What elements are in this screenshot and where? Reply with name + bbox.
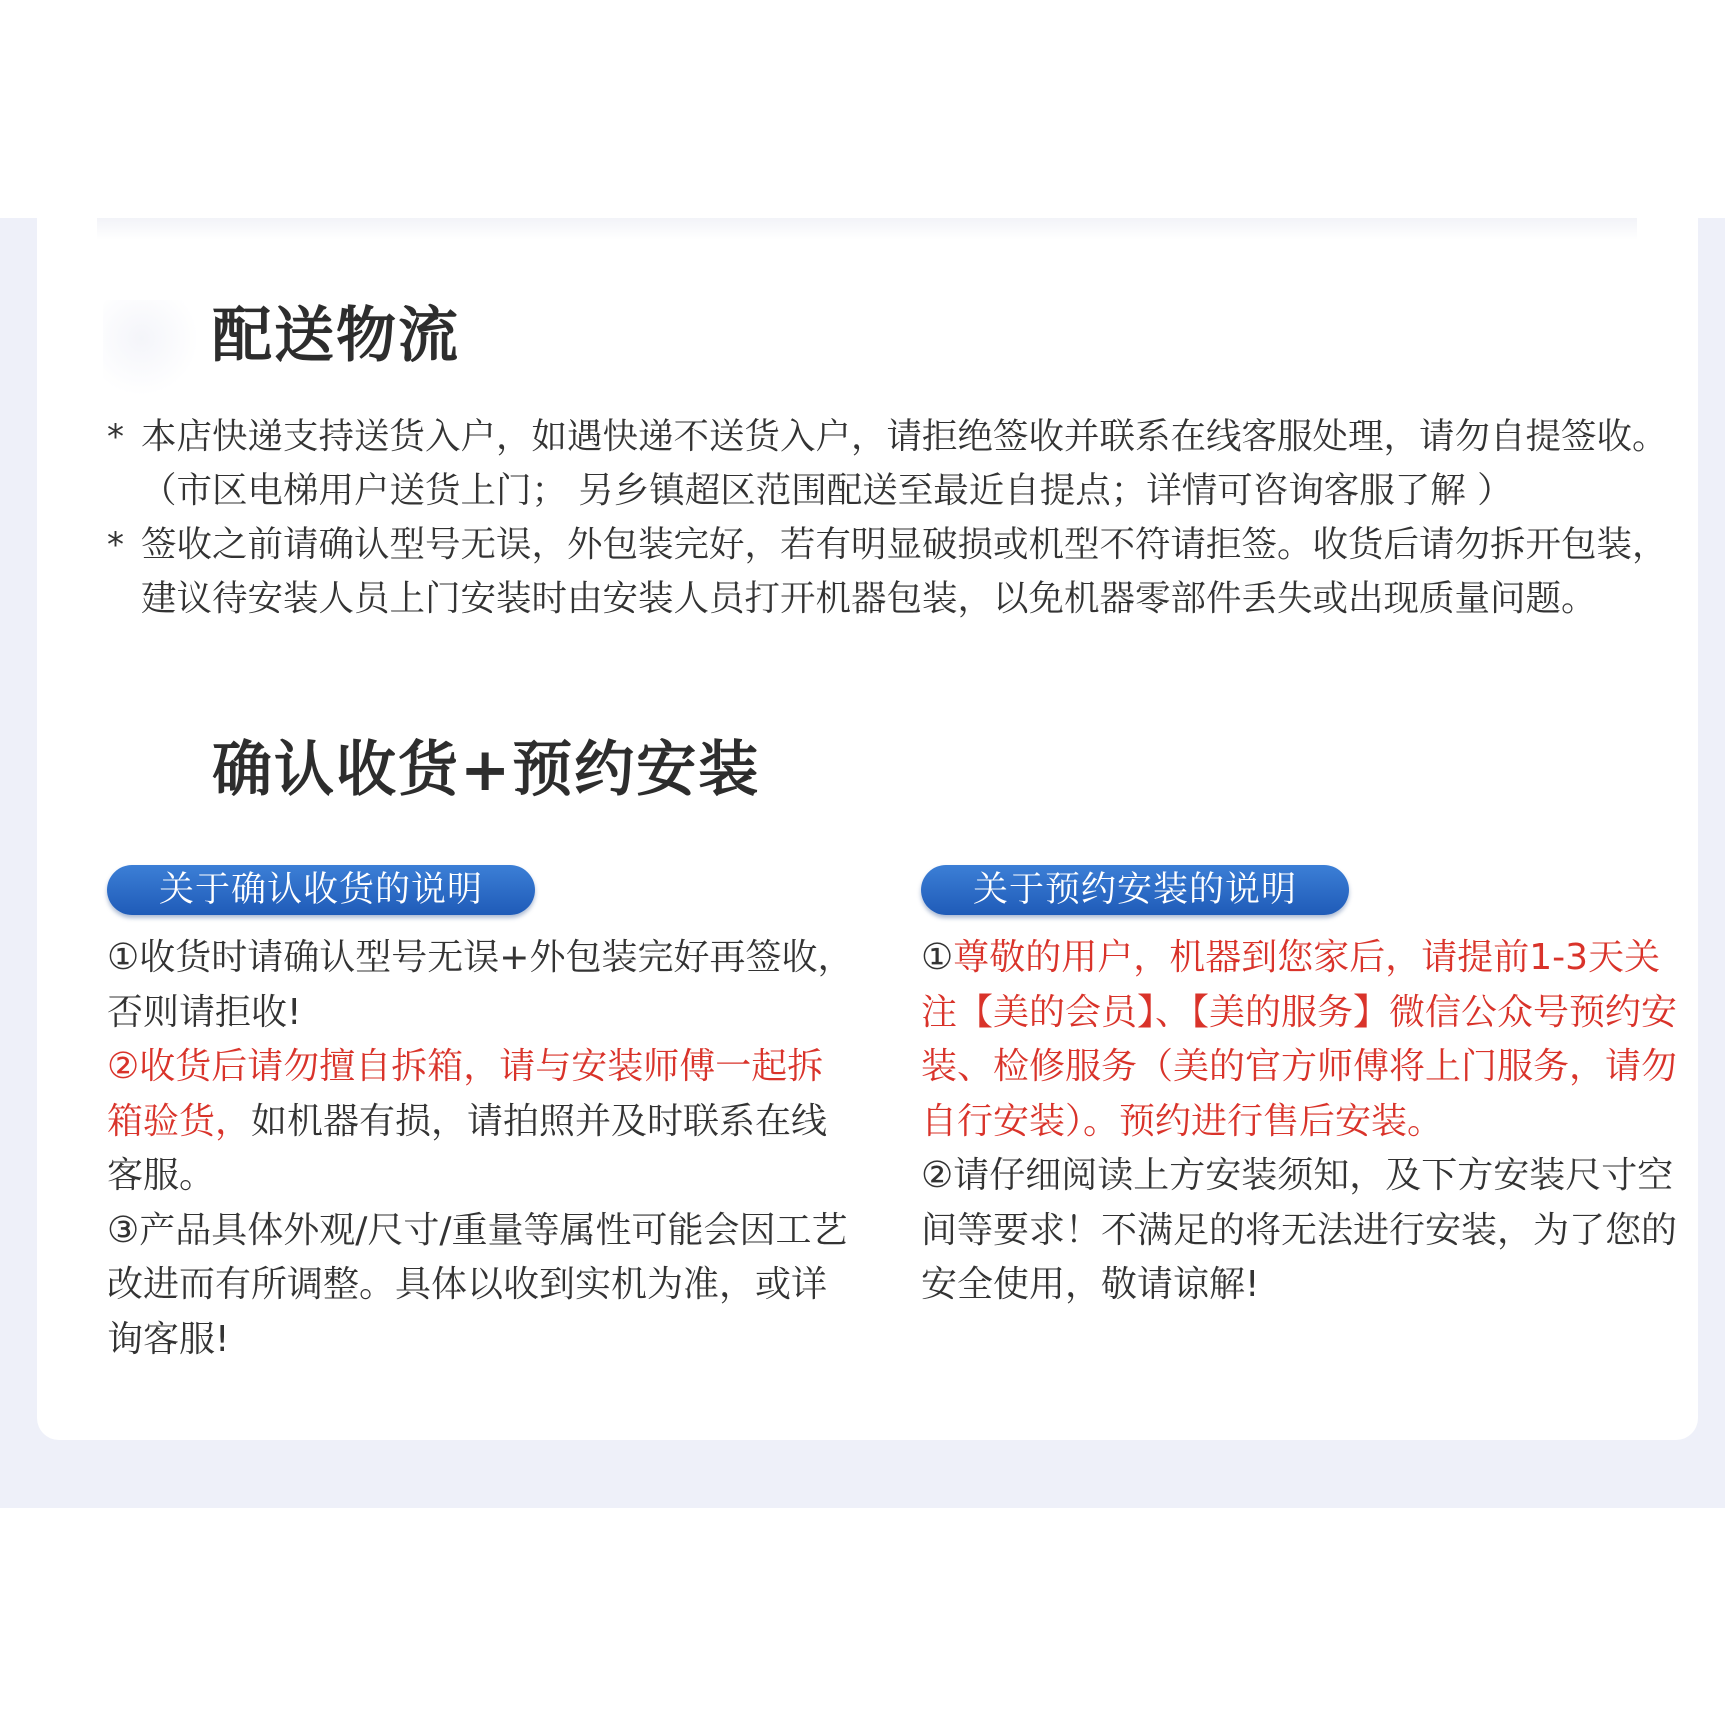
- receipt-item-2-warning: ②收货后请勿擅自拆箱，请与安装师傅一起拆箱验货，: [107, 1046, 824, 1142]
- receipt-item-2-text: 如机器有损，请拍照并及时联系在线客服。: [107, 1100, 828, 1196]
- receipt-item-1: ①收货时请确认型号无误+外包装完好再签收，否则请拒收!: [107, 937, 854, 1033]
- note-bullet: *: [107, 525, 124, 565]
- shipping-title: 配送物流: [212, 301, 460, 371]
- confirm-install-title: 确认收货+预约安装: [212, 735, 761, 805]
- confirm-receipt-pill: 关于确认收货的说明: [107, 865, 535, 915]
- receipt-item-3: ③产品具体外观/尺寸/重量等属性可能会因工艺改进而有所调整。具体以收到实机为准，或详询客服!: [107, 1209, 848, 1360]
- shipping-notes: [103, 410, 1683, 626]
- install-item-1: [921, 931, 1681, 1149]
- note-bullet: *: [107, 417, 124, 457]
- install-booking-pill: 关于预约安装的说明: [921, 865, 1349, 915]
- install-item-1-number: ①: [921, 937, 954, 978]
- note-text: 本店快递支持送货入户，如遇快递不送货入户，请拒绝签收并联系在线客服处理，请勿自提签收。（市区电梯用户送货上门； 另乡镇超区范围配送至最近自提点；详情可咨询客服了解 ）: [141, 416, 1668, 511]
- decorative-watermark: [103, 300, 199, 396]
- shipping-note: [103, 518, 1683, 626]
- receipt-item-2: [107, 1040, 857, 1204]
- note-text: 签收之前请确认型号无误，外包装完好，若有明显破损或机型不符请拒签。收货后请勿拆开包装，建议待安装人员上门安装时由安装人员打开机器包装，以免机器零部件丢失或出现质量问题。: [141, 524, 1668, 619]
- install-item-1-warning: 尊敬的用户，机器到您家后，请提前1-3天关注【美的会员】、【美的服务】微信公众号预约安装、检修服务（美的官方师傅将上门服务，请勿自行安装）。预约进行售后安装。: [921, 937, 1678, 1142]
- shipping-note: [103, 410, 1683, 518]
- card-top-shadow: [97, 218, 1637, 240]
- confirm-receipt-column: [107, 931, 857, 1367]
- install-item-2: ②请仔细阅读上方安装须知，及下方安装尺寸空间等要求！不满足的将无法进行安装，为了您的安全使用，敬请谅解!: [921, 1155, 1678, 1305]
- info-card: [37, 218, 1698, 1440]
- install-booking-column: [921, 931, 1681, 1313]
